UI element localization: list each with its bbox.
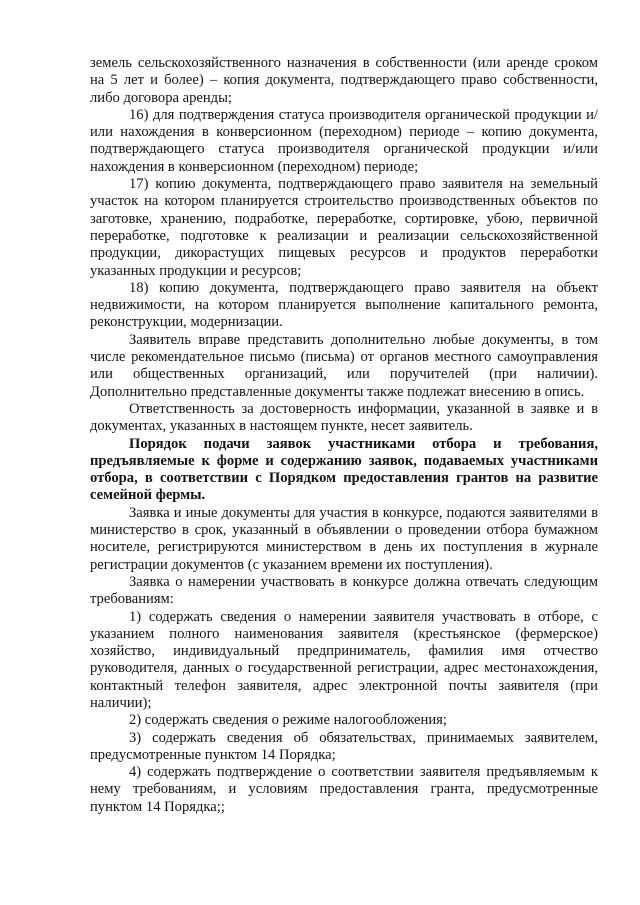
- paragraph-additional-documents: Заявитель вправе представить дополнительно любые документы, в том числе рекомендательное письмо (письма) от органов местного самоуправления или общественных организаций, или поручителей (при наличии). Дополнительно представленные документы также подлежат внесению в опись.: [90, 331, 598, 400]
- paragraph-item-16: 16) для подтверждения статуса производителя органической продукции и/или нахождения в конверсионном (переходном) периоде – копию документа, подтверждающего статуса производителя органической продукции и/или нахождения в конверсионном (переходном) периоде;: [90, 106, 598, 175]
- paragraph-item-17: 17) копию документа, подтверждающего право заявителя на земельный участок на котором планируется строительство производственных объектов по заготовке, хранению, подработке, переработке, сортировке, убою, первичной переработке, подготовке к реализации и реализации сельскохозяйственной продукции, дикорастущих пищевых ресурсов и продуктов переработки указанных продукции и ресурсов;: [90, 176, 598, 279]
- section-heading-submission-procedure: Порядок подачи заявок участниками отбора и требования, предъявляемые к форме и содержанию заявок, подаваемых участниками отбора, в соответствии с Порядком предоставления грантов на развитие семейной фермы.: [90, 435, 598, 504]
- document-body: [90, 55, 598, 816]
- paragraph-land-ownership-continuation: земель сельскохозяйственного назначения в собственности (или аренде сроком на 5 лет и более) – копия документа, подтверждающего право собственности, либо договора аренды;: [90, 55, 598, 106]
- requirement-item-4: 4) содержать подтверждение о соответствии заявителя предъявляемым к нему требованиям, и условиям предоставления гранта, предусмотренные пунктом 14 Порядка;;: [90, 764, 598, 815]
- paragraph-item-18: 18) копию документа, подтверждающего право заявителя на объект недвижимости, на котором планируется выполнение капитального ремонта, реконструкции, модернизации.: [90, 279, 598, 331]
- paragraph-submission: Заявка и иные документы для участия в конкурсе, подаются заявителями в министерство в срок, указанный в объявлении о проведении отбора бумажном носителе, регистрируются министерством в день их поступления в журнале регистрации документов (с указанием времени их поступления).: [90, 504, 598, 573]
- requirement-item-2: 2) содержать сведения о режиме налогообложения;: [129, 712, 447, 729]
- paragraph-responsibility: Ответственность за достоверность информации, указанной в заявке и в документах, указанных в настоящем пункте, несет заявитель.: [90, 400, 598, 435]
- requirement-item-1: 1) содержать сведения о намерении заявителя участвовать в отборе, с указанием полного наименования заявителя (крестьянское (фермерское) хозяйство, индивидуальный предприниматель, фамилия имя отчество руководителя, данных о государственной регистрации, адрес местонахождения, контактный телефон заявителя, адрес электронной почты заявителя (при наличии);: [90, 608, 598, 711]
- paragraph-requirements-intro: Заявка о намерении участвовать в конкурсе должна отвечать следующим требованиям:: [90, 573, 598, 608]
- requirement-item-3: 3) содержать сведения об обязательствах, принимаемых заявителем, предусмотренные пунктом 14 Порядка;: [90, 729, 598, 763]
